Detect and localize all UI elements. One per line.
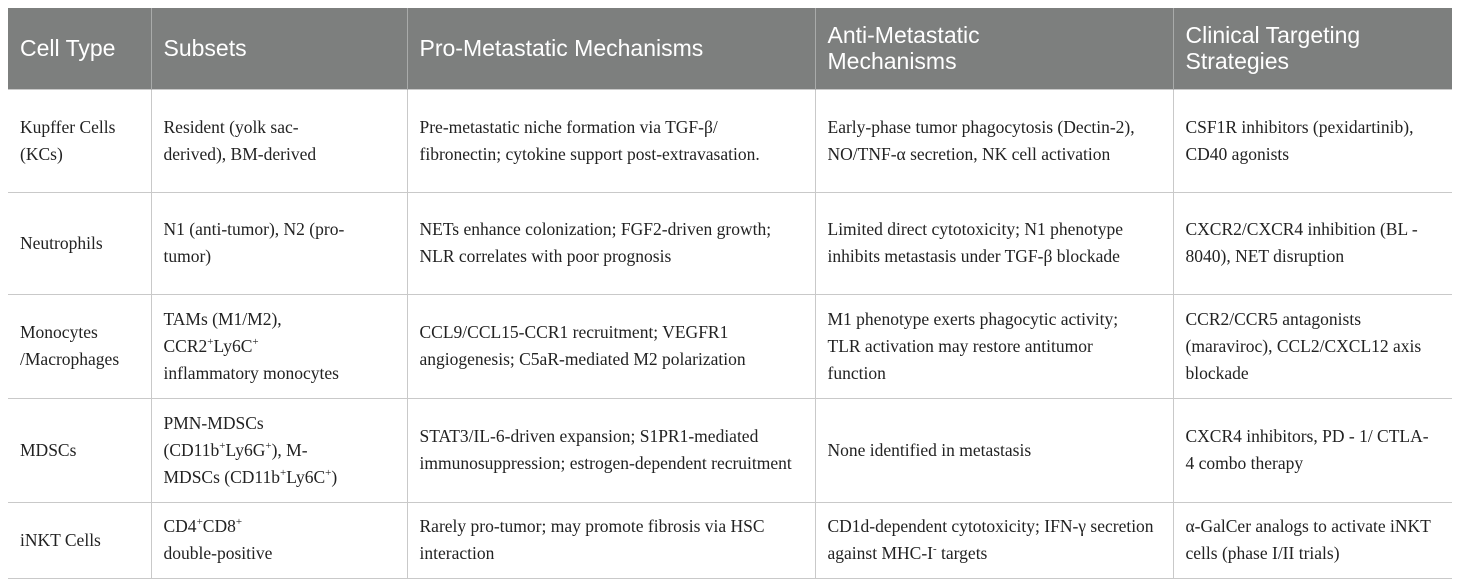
cell-subsets: N1 (anti-tumor), N2 (pro-tumor) <box>151 192 407 294</box>
immune-cells-table <box>8 8 1452 579</box>
superscript: - <box>932 543 937 556</box>
anti-text: CD1d-dependent cytotoxicity; IFN-γ secretion against MHC-I <box>827 516 1154 563</box>
cell-clinical: CXCR4 inhibitors, PD - 1/ CTLA-4 combo therapy <box>1173 398 1452 502</box>
header-clinical-strategies: Clinical Targeting Strategies <box>1173 8 1452 89</box>
cell-anti-metastatic: Limited direct cytotoxicity; N1 phenotype inhibits metastasis under TGF-β blockade <box>815 192 1173 294</box>
header-subsets: Subsets <box>151 8 407 89</box>
subset-text: MDSCs (CD11b <box>163 466 281 487</box>
subset-text: Ly6G <box>225 439 266 460</box>
cell-anti-metastatic: Early-phase tumor phagocytosis (Dectin-2), NO/TNF-α secretion, NK cell activation <box>815 89 1173 192</box>
cell-pro-metastatic: Rarely pro-tumor; may promote fibrosis via HSC interaction <box>407 502 815 578</box>
subset-text: PMN-MDSCs <box>163 412 264 433</box>
superscript: + <box>219 439 226 452</box>
superscript: + <box>235 516 243 529</box>
subset-text: ) <box>331 466 338 487</box>
cell-anti-metastatic: M1 phenotype exerts phagocytic activity; TLR activation may restore antitumor function <box>815 294 1173 398</box>
subset-text: ), M- <box>271 439 308 460</box>
superscript: + <box>280 466 287 479</box>
table-row <box>8 192 1452 294</box>
table-body <box>8 89 1452 578</box>
superscript: + <box>265 439 272 452</box>
header-cell-type: Cell Type <box>8 8 151 89</box>
table-row <box>8 502 1452 578</box>
cell-subsets <box>151 502 407 578</box>
table-row <box>8 294 1452 398</box>
superscript: + <box>207 335 214 348</box>
superscript: + <box>325 466 332 479</box>
cell-pro-metastatic: NETs enhance colonization; FGF2-driven growth; NLR correlates with poor prognosis <box>407 192 815 294</box>
subset-text: inflammatory monocytes <box>163 362 339 383</box>
cell-type: Neutrophils <box>8 192 151 294</box>
superscript: + <box>196 516 203 529</box>
subset-text: Ly6C <box>213 335 253 356</box>
cell-clinical: CXCR2/CXCR4 inhibition (BL - 8040), NET disruption <box>1173 192 1452 294</box>
cell-anti-metastatic <box>815 502 1173 578</box>
cell-pro-metastatic: Pre-metastatic niche formation via TGF-β/ fibronectin; cytokine support post-extravasation. <box>407 89 815 192</box>
subset-text: CD4 <box>163 516 197 536</box>
header-anti-metastatic: Anti-Metastatic Mechanisms <box>815 8 1173 89</box>
cell-pro-metastatic: STAT3/IL-6-driven expansion; S1PR1-mediated immunosuppression; estrogen-dependent recruitment <box>407 398 815 502</box>
superscript: + <box>252 335 259 348</box>
cell-clinical: α-GalCer analogs to activate iNKT cells (phase I/II trials) <box>1173 502 1452 578</box>
cell-clinical: CSF1R inhibitors (pexidartinib), CD40 agonists <box>1173 89 1452 192</box>
cell-subsets <box>151 398 407 502</box>
cell-type: iNKT Cells <box>8 502 151 578</box>
cell-subsets <box>151 294 407 398</box>
header-row <box>8 8 1452 89</box>
subset-text: CCR2 <box>163 335 208 356</box>
subset-text: CD8 <box>202 516 236 536</box>
header-pro-metastatic: Pro-Metastatic Mechanisms <box>407 8 815 89</box>
subset-text: Ly6C <box>286 466 326 487</box>
cell-pro-metastatic: CCL9/CCL15-CCR1 recruitment; VEGFR1 angiogenesis; C5aR-mediated M2 polarization <box>407 294 815 398</box>
subset-text: double-positive <box>163 543 273 563</box>
cell-type: Monocytes /Macrophages <box>8 294 151 398</box>
table-row <box>8 89 1452 192</box>
cell-clinical: CCR2/CCR5 antagonists (maraviroc), CCL2/CXCL12 axis blockade <box>1173 294 1452 398</box>
cell-anti-metastatic: None identified in metastasis <box>815 398 1173 502</box>
table-header <box>8 8 1452 89</box>
cell-type: Kupffer Cells (KCs) <box>8 89 151 192</box>
cell-type: MDSCs <box>8 398 151 502</box>
table-row <box>8 398 1452 502</box>
table-container <box>8 8 1452 579</box>
subset-text: TAMs (M1/M2), <box>163 308 282 329</box>
subset-text: (CD11b <box>163 439 220 460</box>
anti-text: targets <box>936 543 988 563</box>
cell-subsets: Resident (yolk sac-derived), BM-derived <box>151 89 407 192</box>
